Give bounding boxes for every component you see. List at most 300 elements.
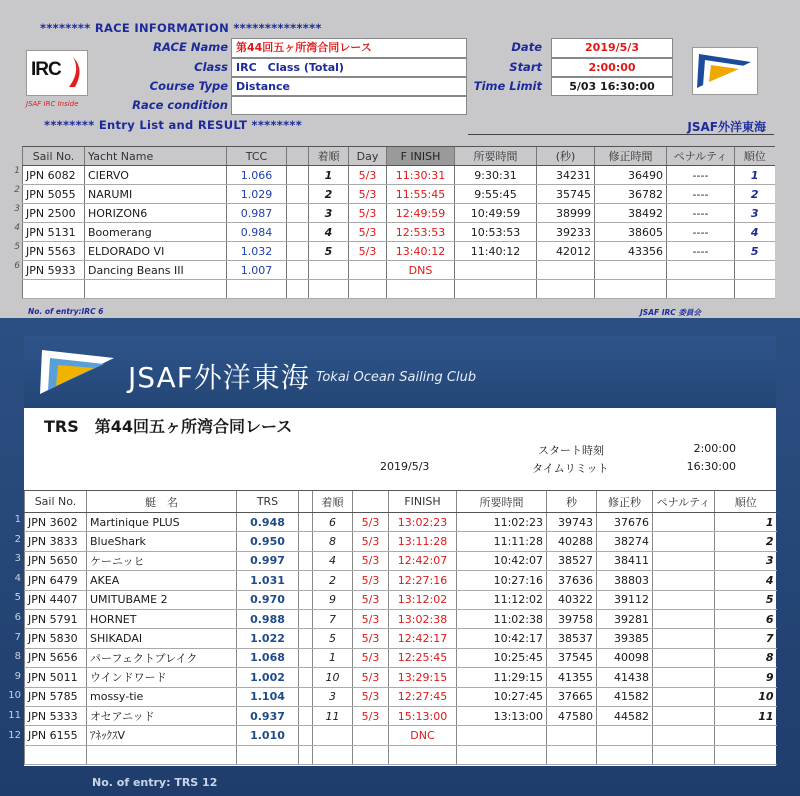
elapsed-time: 10:42:07 [457, 551, 547, 570]
row-number: 6 [14, 612, 21, 623]
sail-number: JPN 5333 [25, 706, 87, 725]
finish-order [309, 261, 349, 280]
rank: 2 [715, 532, 777, 551]
penalty [653, 532, 715, 551]
corrected-seconds: 39112 [597, 590, 653, 609]
elapsed-time: 10:42:17 [457, 629, 547, 648]
elapsed-time: 10:49:59 [455, 204, 537, 223]
sail-number: JPN 5011 [25, 668, 87, 687]
col-spacer [287, 147, 309, 166]
corrected-seconds: 38803 [597, 571, 653, 590]
col-spacer [299, 491, 313, 513]
race-day: 5/3 [353, 609, 389, 628]
table-row [25, 513, 777, 532]
finish-order: 7 [313, 609, 353, 628]
irc-logo-swoosh-icon [67, 55, 83, 89]
empty-cell [667, 280, 735, 299]
col-elapsed: 所要時間 [455, 147, 537, 166]
empty-cell [547, 745, 597, 764]
spacer-cell [299, 629, 313, 648]
empty-cell [309, 280, 349, 299]
table-row [25, 726, 777, 745]
elapsed-seconds: 38999 [537, 204, 595, 223]
race-day: 5/3 [349, 223, 387, 242]
yacht-name: ELDORADO VI [85, 242, 227, 261]
yacht-name: パーフェクトブレイク [87, 648, 237, 667]
corrected-time: 36782 [595, 185, 667, 204]
finish-time: 12:42:07 [389, 551, 457, 570]
race-day: 5/3 [353, 513, 389, 532]
irc-table-header-row [23, 147, 775, 166]
corrected-seconds: 39281 [597, 609, 653, 628]
col-penalty: ペナルティ [667, 147, 735, 166]
trs-value: 1.022 [237, 629, 299, 648]
yacht-name: Martinique PLUS [87, 513, 237, 532]
row-number: 6 [14, 261, 20, 271]
entry-list-header: ******** Entry List and RESULT ******** [44, 118, 303, 132]
race-day: 5/3 [353, 532, 389, 551]
elapsed-time: 11:02:23 [457, 513, 547, 532]
elapsed-seconds [537, 261, 595, 280]
row-number: 5 [14, 592, 21, 604]
finish-time: 12:53:53 [387, 223, 455, 242]
finish-order: 4 [309, 223, 349, 242]
trs-limit-label: タイムリミット [532, 462, 609, 475]
table-row [25, 706, 777, 725]
rank: 4 [715, 571, 777, 590]
spacer-cell [287, 185, 309, 204]
table-row [23, 185, 775, 204]
rank: 5 [715, 590, 777, 609]
finish-time: 15:13:00 [389, 706, 457, 725]
elapsed-seconds: 34231 [537, 166, 595, 185]
finish-order: 10 [313, 668, 353, 687]
empty-cell [457, 745, 547, 764]
empty-cell [23, 280, 85, 299]
trs-limit-value: 16:30:00 [686, 460, 736, 473]
corrected-seconds: 38411 [597, 551, 653, 570]
tcc-value: 1.032 [227, 242, 287, 261]
rank: 7 [715, 629, 777, 648]
sail-number: JPN 3833 [25, 532, 87, 551]
rank: 10 [715, 687, 777, 706]
finish-time: 13:11:28 [389, 532, 457, 551]
elapsed-time: 9:55:45 [455, 185, 537, 204]
elapsed-time: 10:27:16 [457, 571, 547, 590]
table-row [25, 648, 777, 667]
rank: 3 [715, 551, 777, 570]
yacht-name: ケーニッヒ [87, 551, 237, 570]
race-day: 5/3 [353, 668, 389, 687]
elapsed-time: 11:11:28 [457, 532, 547, 551]
empty-cell [237, 745, 299, 764]
spacer-cell [287, 242, 309, 261]
elapsed-seconds: 40288 [547, 532, 597, 551]
elapsed-seconds: 37636 [547, 571, 597, 590]
table-row [25, 629, 777, 648]
sail-number: JPN 5791 [25, 609, 87, 628]
table-row [25, 590, 777, 609]
banner-club-name: JSAF外洋東海 [128, 361, 310, 394]
race-day: 5/3 [353, 706, 389, 725]
yacht-name: HORIZON6 [85, 204, 227, 223]
tcc-value: 1.029 [227, 185, 287, 204]
col-finish: F INISH [387, 147, 455, 166]
sail-number: JPN 2500 [23, 204, 85, 223]
trs-start-value: 2:00:00 [693, 442, 736, 455]
yacht-name: Boomerang [85, 223, 227, 242]
finish-time: 13:12:02 [389, 590, 457, 609]
penalty [653, 687, 715, 706]
finish-time: 11:55:45 [387, 185, 455, 204]
col-trs: TRS [237, 491, 299, 513]
yacht-name: mossy-tie [87, 687, 237, 706]
row-number: 3 [14, 553, 21, 565]
table-row [23, 223, 775, 242]
empty-cell [299, 745, 313, 764]
trs-banner [24, 336, 776, 408]
irc-committee: JSAF IRC 委員会 [640, 308, 701, 317]
trs-value: 1.104 [237, 687, 299, 706]
elapsed-time [457, 726, 547, 745]
elapsed-seconds: 39758 [547, 609, 597, 628]
row-number: 4 [14, 572, 21, 584]
spacer-cell [299, 571, 313, 590]
empty-cell [87, 745, 237, 764]
corrected-seconds: 38274 [597, 532, 653, 551]
yacht-name: SHIKADAI [87, 629, 237, 648]
finish-time: 13:02:23 [389, 513, 457, 532]
finish-order: 4 [313, 551, 353, 570]
penalty [653, 513, 715, 532]
trs-entry-count: No. of entry: TRS 12 [92, 776, 218, 789]
corrected-seconds: 39385 [597, 629, 653, 648]
row-number: 1 [14, 166, 20, 176]
spacer-cell [299, 513, 313, 532]
corrected-time [595, 261, 667, 280]
irc-result-panel [0, 0, 800, 318]
yacht-name: CIERVO [85, 166, 227, 185]
race-condition-value [231, 96, 467, 115]
empty-cell [595, 280, 667, 299]
yacht-name: Dancing Beans III [85, 261, 227, 280]
finish-order [313, 726, 353, 745]
finish-time: 11:30:31 [387, 166, 455, 185]
col-rank: 順位 [715, 491, 777, 513]
spacer-cell [287, 261, 309, 280]
spacer-cell [299, 590, 313, 609]
corrected-seconds: 41582 [597, 687, 653, 706]
finish-order: 3 [309, 204, 349, 223]
sail-number: JPN 5563 [23, 242, 85, 261]
table-row [25, 609, 777, 628]
finish-time: 12:49:59 [387, 204, 455, 223]
tcc-value: 1.007 [227, 261, 287, 280]
penalty [653, 706, 715, 725]
yacht-name: BlueShark [87, 532, 237, 551]
table-row [25, 532, 777, 551]
trs-title: TRS 第44回五ヶ所湾合同レース [44, 417, 293, 436]
trs-value: 0.988 [237, 609, 299, 628]
spacer-cell [299, 609, 313, 628]
col-day [353, 491, 389, 513]
empty-cell [349, 280, 387, 299]
irc-entry-count: No. of entry:IRC 6 [28, 307, 104, 316]
spacer-cell [299, 687, 313, 706]
spacer-cell [287, 204, 309, 223]
sail-number: JPN 6082 [23, 166, 85, 185]
row-number: 11 [8, 710, 21, 721]
trs-value: 0.937 [237, 706, 299, 725]
row-number: 2 [14, 185, 20, 195]
penalty: ---- [667, 185, 735, 204]
rank: 9 [715, 668, 777, 687]
col-finish-order: 着順 [309, 147, 349, 166]
corrected-time: 38605 [595, 223, 667, 242]
col-yacht-name: 艇 名 [87, 491, 237, 513]
jsaf-flag-logo [692, 47, 758, 95]
empty-cell [25, 745, 87, 764]
table-row [25, 551, 777, 570]
yacht-name: AKEA [87, 571, 237, 590]
date-label: Date [511, 40, 542, 54]
trs-value: 1.002 [237, 668, 299, 687]
sail-number: JPN 5131 [23, 223, 85, 242]
col-sail-no: Sail No. [25, 491, 87, 513]
sail-number: JPN 5656 [25, 648, 87, 667]
corrected-seconds: 44582 [597, 706, 653, 725]
row-number: 3 [14, 204, 20, 214]
penalty: ---- [667, 204, 735, 223]
finish-time: 12:25:45 [389, 648, 457, 667]
row-number: 2 [14, 533, 21, 545]
elapsed-seconds: 40322 [547, 590, 597, 609]
trs-value: 0.950 [237, 532, 299, 551]
penalty: ---- [667, 242, 735, 261]
trs-start-label: スタート時刻 [538, 444, 604, 457]
row-number: 5 [14, 242, 20, 252]
finish-order: 11 [313, 706, 353, 725]
elapsed-seconds: 39233 [537, 223, 595, 242]
elapsed-seconds: 41355 [547, 668, 597, 687]
course-type-label: Course Type [149, 79, 228, 93]
finish-order: 8 [313, 532, 353, 551]
trs-date: 2019/5/3 [380, 460, 430, 473]
finish-order: 5 [313, 629, 353, 648]
empty-cell [735, 280, 775, 299]
elapsed-time: 11:02:38 [457, 609, 547, 628]
elapsed-time: 10:53:53 [455, 223, 537, 242]
elapsed-time: 10:27:45 [457, 687, 547, 706]
time-limit-label: Time Limit [473, 79, 542, 93]
club-name: JSAF外洋東海 [687, 120, 766, 134]
col-finish: FINISH [389, 491, 457, 513]
trs-value: 1.010 [237, 726, 299, 745]
race-name-label: RACE Name [153, 40, 228, 54]
race-day: 5/3 [353, 590, 389, 609]
start-label: Start [509, 60, 542, 74]
finish-time: 13:40:12 [387, 242, 455, 261]
finish-time: DNC [389, 726, 457, 745]
race-day: 5/3 [353, 629, 389, 648]
trs-value: 0.970 [237, 590, 299, 609]
col-finish-order: 着順 [313, 491, 353, 513]
finish-time: 12:27:16 [389, 571, 457, 590]
empty-cell [353, 745, 389, 764]
sail-number: JPN 4407 [25, 590, 87, 609]
irc-logo-text: IRC [31, 59, 61, 80]
row-number: 8 [14, 651, 21, 663]
finish-time: 12:27:45 [389, 687, 457, 706]
elapsed-time: 9:30:31 [455, 166, 537, 185]
corrected-seconds: 41438 [597, 668, 653, 687]
corrected-time: 38492 [595, 204, 667, 223]
penalty [653, 590, 715, 609]
race-info-header: ******** RACE INFORMATION ************** [40, 21, 322, 35]
race-name-value: 第44回五ヶ所湾合同レース [231, 38, 467, 58]
elapsed-time: 13:13:00 [457, 706, 547, 725]
race-day [353, 726, 389, 745]
spacer-cell [299, 706, 313, 725]
race-condition-label: Race condition [132, 98, 228, 112]
tcc-value: 1.066 [227, 166, 287, 185]
sail-number: JPN 5830 [25, 629, 87, 648]
spacer-cell [287, 223, 309, 242]
sail-number: JPN 3602 [25, 513, 87, 532]
empty-cell [537, 280, 595, 299]
empty-cell [597, 745, 653, 764]
elapsed-seconds: 47580 [547, 706, 597, 725]
empty-cell [653, 745, 715, 764]
col-yacht-name: Yacht Name [85, 147, 227, 166]
class-label: Class [194, 60, 228, 74]
elapsed-time: 10:25:45 [457, 648, 547, 667]
penalty [653, 551, 715, 570]
empty-cell [287, 280, 309, 299]
race-day: 5/3 [349, 166, 387, 185]
penalty [653, 668, 715, 687]
elapsed-seconds: 35745 [537, 185, 595, 204]
empty-cell [389, 745, 457, 764]
elapsed-seconds: 37665 [547, 687, 597, 706]
penalty [653, 609, 715, 628]
class-value: IRC Class (Total) [231, 58, 467, 77]
yacht-name: ｱﾈｯｸｽV [87, 726, 237, 745]
rank: 5 [735, 242, 775, 261]
empty-cell [313, 745, 353, 764]
rank: 2 [735, 185, 775, 204]
elapsed-time: 11:29:15 [457, 668, 547, 687]
spacer-cell [299, 532, 313, 551]
finish-time: 13:29:15 [389, 668, 457, 687]
finish-order: 3 [313, 687, 353, 706]
elapsed-seconds [547, 726, 597, 745]
empty-cell [227, 280, 287, 299]
penalty: ---- [667, 166, 735, 185]
race-day: 5/3 [349, 204, 387, 223]
sail-number: JPN 5785 [25, 687, 87, 706]
table-row [23, 242, 775, 261]
elapsed-seconds: 42012 [537, 242, 595, 261]
race-day: 5/3 [353, 571, 389, 590]
col-seconds: (秒) [537, 147, 595, 166]
race-day [349, 261, 387, 280]
trs-table-header-row [25, 491, 777, 513]
elapsed-seconds: 38527 [547, 551, 597, 570]
rank: 1 [735, 166, 775, 185]
jsaf-flag-icon [38, 348, 118, 398]
banner-club-subtitle: Tokai Ocean Sailing Club [316, 370, 477, 385]
yacht-name: UMITUBAME 2 [87, 590, 237, 609]
trs-value: 1.068 [237, 648, 299, 667]
rank: 8 [715, 648, 777, 667]
corrected-time: 36490 [595, 166, 667, 185]
elapsed-seconds: 37545 [547, 648, 597, 667]
rank: 6 [715, 609, 777, 628]
penalty [653, 726, 715, 745]
finish-order: 1 [313, 648, 353, 667]
col-day: Day [349, 147, 387, 166]
race-day: 5/3 [353, 687, 389, 706]
col-seconds: 秒 [547, 491, 597, 513]
empty-row [23, 280, 775, 299]
finish-order: 1 [309, 166, 349, 185]
race-day: 5/3 [353, 648, 389, 667]
finish-order: 2 [313, 571, 353, 590]
spacer-cell [299, 551, 313, 570]
table-row [23, 166, 775, 185]
elapsed-seconds: 38537 [547, 629, 597, 648]
finish-order: 6 [313, 513, 353, 532]
jsaf-flag-icon [693, 48, 757, 94]
table-row [25, 668, 777, 687]
trs-value: 0.948 [237, 513, 299, 532]
rank [735, 261, 775, 280]
empty-cell [85, 280, 227, 299]
row-number: 10 [8, 690, 21, 702]
penalty: ---- [667, 223, 735, 242]
row-number: 12 [8, 729, 21, 741]
rank: 4 [735, 223, 775, 242]
table-row [25, 571, 777, 590]
sail-number: JPN 6155 [25, 726, 87, 745]
date-value: 2019/5/3 [551, 38, 673, 58]
finish-order: 5 [309, 242, 349, 261]
row-number: 4 [14, 223, 20, 233]
sail-number: JPN 5933 [23, 261, 85, 280]
col-corrected: 修正時間 [595, 147, 667, 166]
race-day: 5/3 [349, 185, 387, 204]
empty-row [25, 745, 777, 764]
finish-time: DNS [387, 261, 455, 280]
spacer-cell [287, 166, 309, 185]
yacht-name: オセアニッド [87, 706, 237, 725]
finish-time: 12:42:17 [389, 629, 457, 648]
time-limit-value: 5/03 16:30:00 [551, 77, 673, 96]
row-number: 7 [14, 631, 21, 643]
finish-order: 9 [313, 590, 353, 609]
yacht-name: ウインドワード [87, 668, 237, 687]
col-sail-no: Sail No. [23, 147, 85, 166]
irc-logo-caption: JSAF IRC Inside [26, 100, 79, 108]
elapsed-time: 11:40:12 [455, 242, 537, 261]
tcc-value: 0.984 [227, 223, 287, 242]
corrected-seconds [597, 726, 653, 745]
sail-number: JPN 5055 [23, 185, 85, 204]
row-number: 9 [14, 670, 21, 682]
sail-number: JPN 6479 [25, 571, 87, 590]
rank [715, 726, 777, 745]
